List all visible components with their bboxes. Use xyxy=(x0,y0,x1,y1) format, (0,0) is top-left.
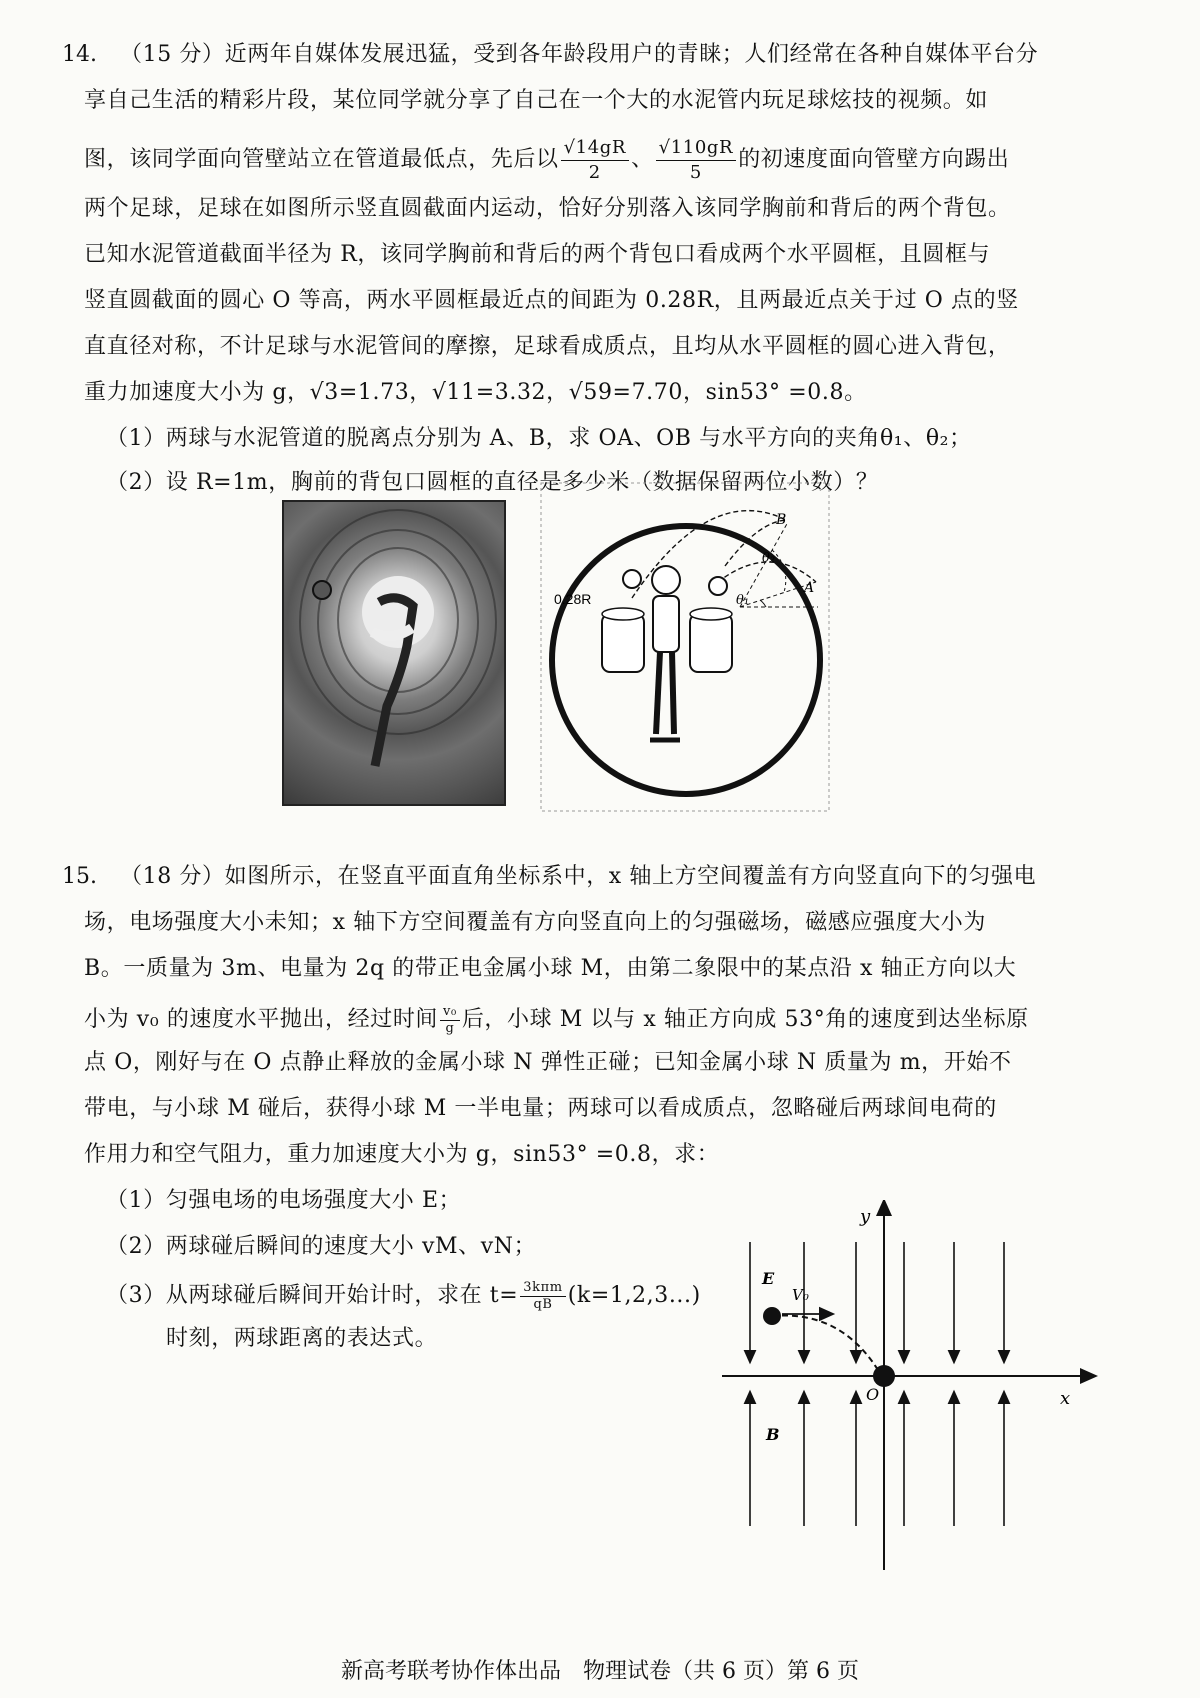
q14-line-3 xyxy=(84,132,1009,188)
electric-field-lines xyxy=(750,1242,1004,1358)
q14-line-8: 重力加速度大小为 g，√3=1.73，√11=3.32，√59=7.70，sin53° =0.8。 xyxy=(84,380,867,405)
question-14-number: 14. xyxy=(62,42,97,67)
q15-line-4-suffix: 后，小球 M 以与 x 轴正方向成 53°角的速度到达坐标原 xyxy=(461,1007,1029,1032)
photo-illustration xyxy=(284,502,504,804)
backpack-front-opening xyxy=(690,608,732,620)
q14-line-1: （15 分）近两年自媒体发展迅猛，受到各年龄段用户的青睐；人们经常在各种自媒体平台分 xyxy=(120,42,1039,67)
q15-line-7: 作用力和空气阻力，重力加速度大小为 g，sin53° =0.8，求： xyxy=(84,1142,720,1167)
fraction-numerator: √110gR xyxy=(656,136,737,161)
pipe-circle xyxy=(552,526,820,794)
initial-speed-fraction-2 xyxy=(656,136,737,185)
q15-sub3-suffix: (k=1,2,3...) xyxy=(567,1283,701,1308)
label-028r: 0.28R xyxy=(554,591,592,607)
q15-sub-question-1: （1）匀强电场的电场强度大小 E； xyxy=(106,1188,462,1213)
label-theta2: θ₂ xyxy=(762,551,776,566)
football-left-icon xyxy=(623,570,641,588)
time-fraction xyxy=(440,1004,460,1037)
q14-sub-question-2: （2）设 R=1m，胸前的背包口圆框的直径是多少米（数据保留两位小数）？ xyxy=(106,470,879,495)
page-footer: 新高考联考协作体出品 物理试卷（共 6 页）第 6 页 xyxy=(341,1659,859,1684)
fraction-numerator: 3kπm xyxy=(520,1280,565,1297)
q15-line-4-prefix: 小为 v₀ 的速度水平抛出，经过时间 xyxy=(84,1007,439,1032)
q14-line-4: 两个足球，足球在如图所示竖直圆截面内运动，恰好分别落入该同学胸前和背后的两个背包。 xyxy=(84,196,1011,221)
q15-line-4 xyxy=(84,996,1029,1044)
football-right-icon xyxy=(709,577,727,595)
time-instant-fraction xyxy=(520,1280,565,1313)
q15-sub-question-3 xyxy=(106,1272,701,1320)
q14-line-5: 已知水泥管道截面半径为 R，该同学胸前和背后的两个背包口看成两个水平圆框，且圆框与 xyxy=(84,242,991,267)
pipe-football-photo xyxy=(282,500,506,806)
separator: 、 xyxy=(631,147,654,172)
q15-line-2: 场，电场强度大小未知；x 轴下方空间覆盖有方向竖直向上的匀强磁场，磁感应强度大小为 xyxy=(84,910,987,935)
student-figure-icon xyxy=(650,566,680,740)
question-15-number: 15. xyxy=(62,864,97,889)
label-v0: V₀ xyxy=(792,1286,809,1304)
label-b-field: B xyxy=(766,1425,780,1444)
fraction-denominator: 5 xyxy=(689,161,702,183)
q15-line-1: （18 分）如图所示，在竖直平面直角坐标系中，x 轴上方空间覆盖有方向竖直向下的匀强电 xyxy=(120,864,1037,889)
label-a: A xyxy=(804,580,815,596)
fraction-denominator: qB xyxy=(533,1296,553,1312)
q15-line-6: 带电，与小球 M 碰后，获得小球 M 一半电量；两球可以看成质点，忽略碰后两球间电荷的 xyxy=(84,1096,997,1121)
q14-line-3-prefix: 图，该同学面向管壁站立在管道最低点，先后以 xyxy=(84,147,559,172)
label-b: B xyxy=(776,512,787,528)
fraction-numerator: √14gR xyxy=(561,136,629,161)
q15-line-3: B。一质量为 3m、电量为 2q 的带正电金属小球 M，由第二象限中的某点沿 x 轴正方向以大 xyxy=(84,956,1017,981)
q14-line-2: 享自己生活的精彩片段，某位同学就分享了自己在一个大的水泥管内玩足球炫技的视频。如 xyxy=(84,88,989,113)
field-coordinate-diagram xyxy=(720,1200,1100,1580)
q15-sub3-prefix: （3）从两球碰后瞬间开始计时，求在 t= xyxy=(106,1283,519,1308)
label-x-axis: x xyxy=(1060,1388,1071,1409)
ball-m-trajectory xyxy=(772,1315,878,1370)
q14-line-7: 直直径对称，不计足球与水泥管间的摩擦，足球看成质点，且均从水平圆框的圆心进入背包， xyxy=(84,334,1011,359)
label-e-field: E xyxy=(762,1269,775,1288)
q14-line-6: 竖直圆截面的圆心 O 等高，两水平圆框最近点的间距为 0.28R，且两最近点关于过 O 点的竖 xyxy=(84,288,1019,313)
q15-line-5: 点 O，刚好与在 O 点静止释放的金属小球 N 弹性正碰；已知金属小球 N 质量为 m，开始不 xyxy=(84,1050,1012,1075)
fraction-denominator: 2 xyxy=(588,161,601,183)
label-y-axis: y xyxy=(860,1206,871,1227)
magnetic-field-lines xyxy=(750,1396,1004,1526)
diagram-frame xyxy=(541,483,829,811)
backpack-back-opening xyxy=(602,608,644,620)
label-origin: O xyxy=(866,1385,880,1404)
pipe-cross-section-diagram xyxy=(540,482,830,812)
q15-sub-question-2: （2）两球碰后瞬间的速度大小 vM、vN； xyxy=(106,1234,537,1259)
q14-line-3-suffix: 的初速度面向管壁方向踢出 xyxy=(738,147,1010,172)
fraction-numerator: v₀ xyxy=(440,1004,460,1021)
q14-sub-question-1: （1）两球与水泥管道的脱离点分别为 A、B，求 OA、OB 与水平方向的夹角θ₁、θ₂； xyxy=(106,426,972,451)
q15-sub-question-3-line-2: 时刻，两球距离的表达式。 xyxy=(166,1326,438,1351)
backpack-front-icon xyxy=(690,614,732,672)
initial-speed-fraction-1 xyxy=(561,136,629,185)
theta1-arc xyxy=(760,600,766,607)
ball-n xyxy=(873,1365,895,1387)
ball-m xyxy=(763,1307,781,1325)
fraction-denominator: g xyxy=(445,1020,455,1036)
backpack-back-icon xyxy=(602,614,644,672)
label-theta1: θ₁ xyxy=(736,593,750,608)
